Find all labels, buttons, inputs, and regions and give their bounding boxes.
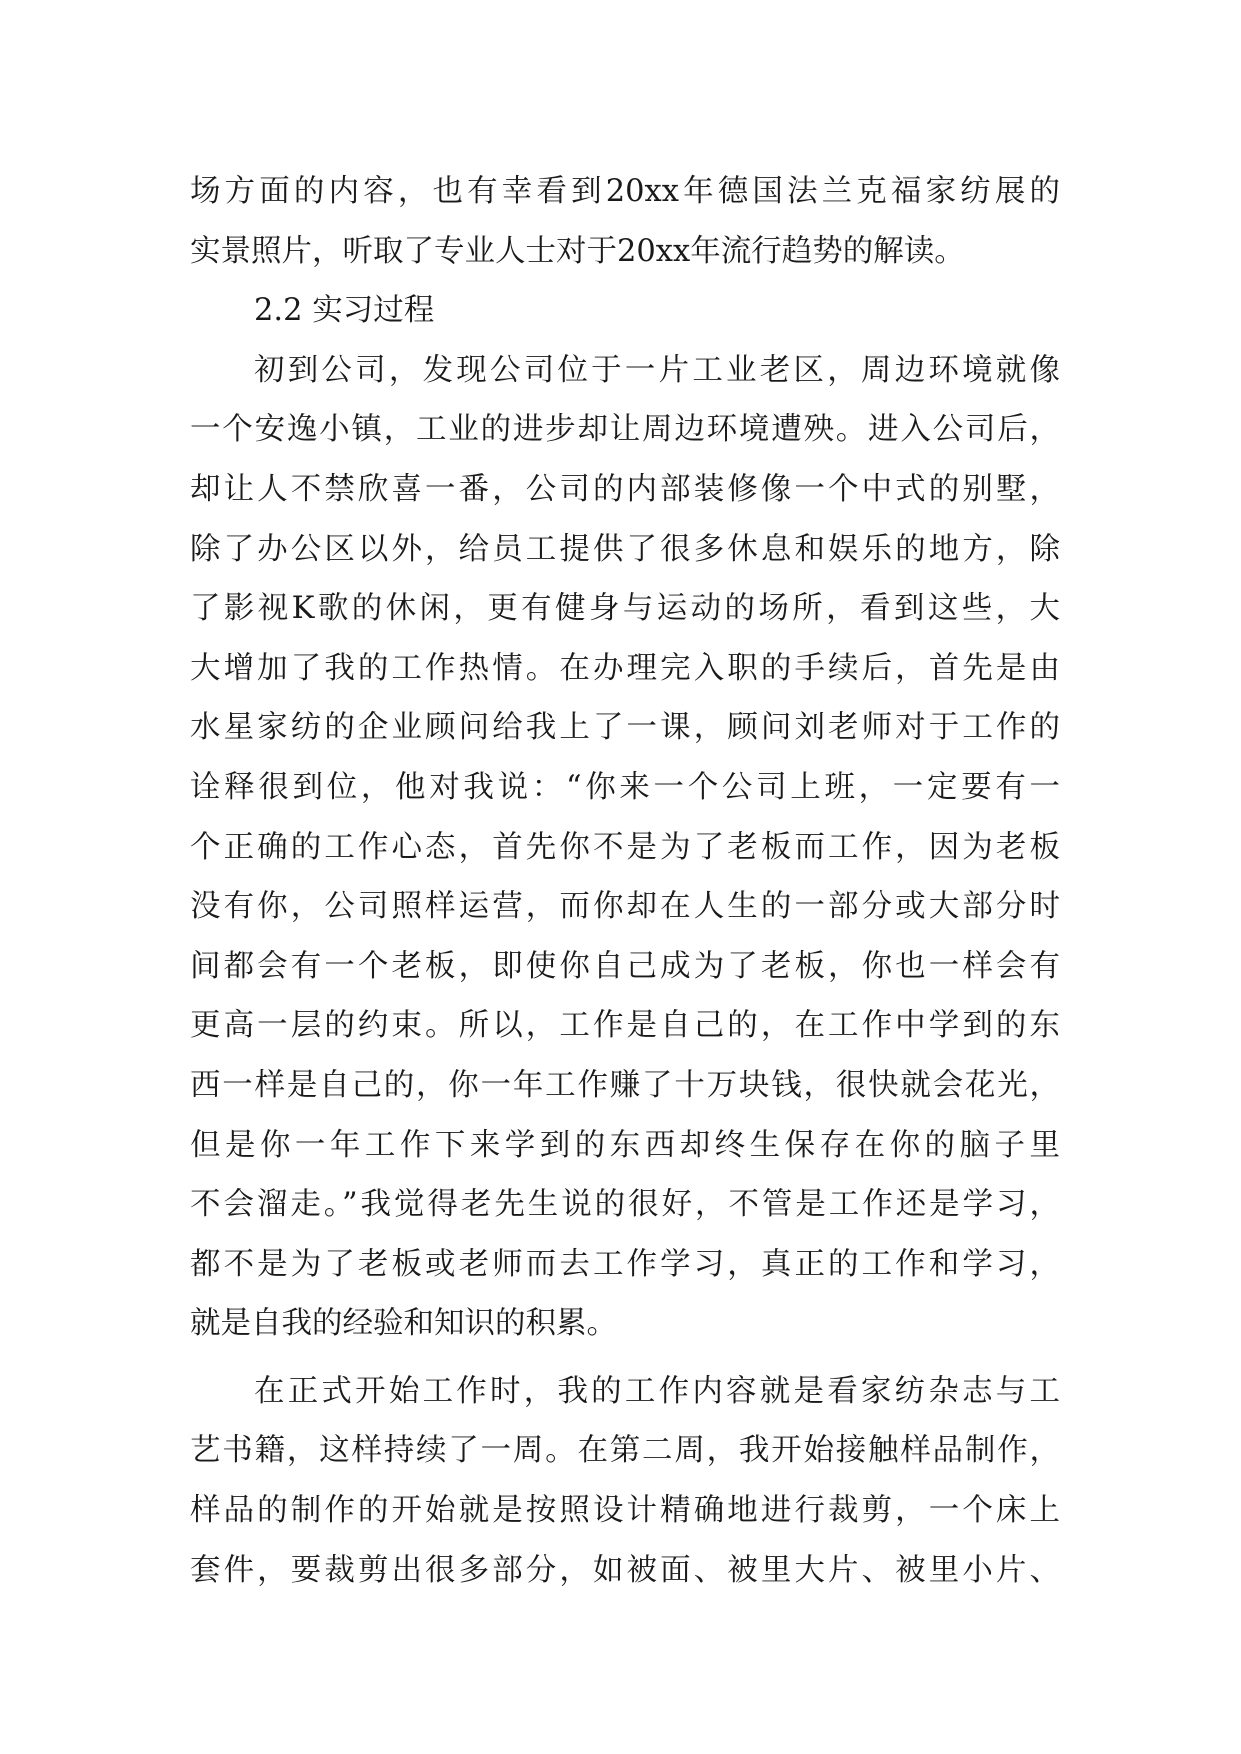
text-line: 却让人不禁欣喜一番，公司的内部装修像一个中式的别墅， bbox=[190, 471, 1060, 507]
paragraph-work-content bbox=[190, 1362, 1060, 1600]
text-line: 没有你，公司照样运营，而你却在人生的一部分或大部分时 bbox=[190, 889, 1060, 925]
text-line: 了影视K歌的休闲，更有健身与运动的场所，看到这些，大 bbox=[190, 591, 1060, 627]
text-line: 诠释很到位，他对我说：“你来一个公司上班，一定要有一 bbox=[190, 769, 1060, 805]
document-body bbox=[190, 162, 1060, 1600]
text-line: 个正确的工作心态，首先你不是为了老板而工作，因为老板 bbox=[190, 829, 1060, 865]
text-line: 艺书籍，这样持续了一周。在第二周，我开始接触样品制作， bbox=[190, 1433, 1060, 1469]
text-line: 更高一层的约束。所以，工作是自己的，在工作中学到的东 bbox=[190, 1008, 1060, 1044]
paragraph-internship-process bbox=[190, 341, 1060, 1354]
paragraph-continuation bbox=[190, 162, 1060, 281]
text-line: 就是自我的经验和知识的积累。 bbox=[190, 1306, 617, 1342]
text-line: 间都会有一个老板，即使你自己成为了老板，你也一样会有 bbox=[190, 948, 1060, 984]
text-line: 不会溜走。”我觉得老先生说的很好，不管是工作还是学习， bbox=[190, 1187, 1060, 1223]
text-line: 样品的制作的开始就是按照设计精确地进行裁剪，一个床上 bbox=[190, 1493, 1060, 1529]
text-line: 场方面的内容，也有幸看到20xx年德国法兰克福家纺展的 bbox=[190, 174, 1060, 209]
text-line: 除了办公区以外，给员工提供了很多休息和娱乐的地方，除 bbox=[190, 531, 1060, 567]
text-line: 一个安逸小镇，工业的进步却让周边环境遭殃。进入公司后， bbox=[190, 412, 1060, 448]
text-line: 大增加了我的工作热情。在办理完入职的手续后，首先是由 bbox=[190, 650, 1060, 686]
text-line: 套件，要裁剪出很多部分，如被面、被里大片、被里小片、 bbox=[190, 1552, 1060, 1588]
text-line: 都不是为了老板或老师而去工作学习，真正的工作和学习， bbox=[190, 1246, 1060, 1282]
text-line: 初到公司，发现公司位于一片工业老区，周边环境就像 bbox=[254, 352, 1060, 388]
text-line: 实景照片，听取了专业人士对于20xx年流行趋势的解读。 bbox=[190, 233, 965, 269]
text-line: 在正式开始工作时，我的工作内容就是看家纺杂志与工 bbox=[254, 1373, 1060, 1409]
text-line: 水星家纺的企业顾问给我上了一课，顾问刘老师对于工作的 bbox=[190, 710, 1060, 746]
text-line: 西一样是自己的，你一年工作赚了十万块钱，很快就会花光， bbox=[190, 1067, 1060, 1103]
paragraph-spacer bbox=[190, 1354, 1060, 1362]
text-line: 但是你一年工作下来学到的东西却终生保存在你的脑子里 bbox=[190, 1127, 1060, 1163]
section-heading: 2.2 实习过程 bbox=[254, 293, 435, 329]
